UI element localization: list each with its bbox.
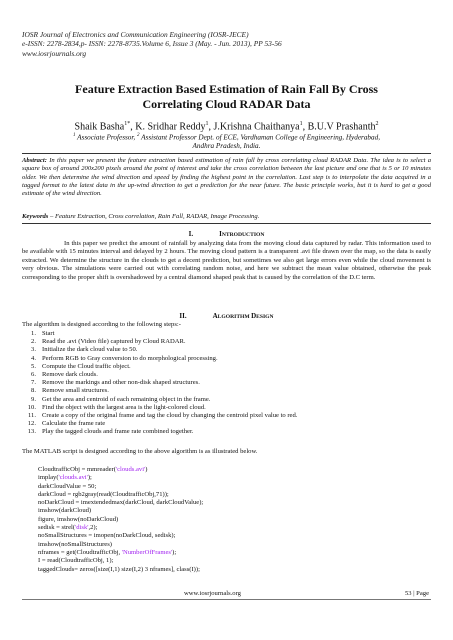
step-number: 5. xyxy=(31,362,36,370)
step-text: Remove dark clouds. xyxy=(42,371,98,379)
code-line xyxy=(38,557,203,565)
code-text: nframes = get(CloudtrafficObj, xyxy=(38,548,122,556)
section-title-rest: LGORITHM xyxy=(217,314,252,320)
author-name: J.Krishna Chaithanya xyxy=(213,121,300,133)
author-affiliation-mark: 2 xyxy=(375,121,379,127)
step-number: 13. xyxy=(27,428,36,436)
affiliation-line-1 xyxy=(40,131,413,142)
code-text: ,2); xyxy=(88,524,98,532)
code-line xyxy=(38,524,203,532)
list-item xyxy=(22,346,297,354)
code-line xyxy=(38,491,203,499)
code-string: 'clouds.avi' xyxy=(58,474,88,482)
code-line xyxy=(38,466,203,474)
step-number: 2. xyxy=(31,338,36,346)
step-text: Perform RGB to Gray conversion to do morphological processing. xyxy=(42,354,218,362)
footer-rule xyxy=(22,599,431,600)
paper-title xyxy=(40,82,413,111)
step-text: Create a copy of the original frame and tag the cloud by changing the centroid pixel value to red. xyxy=(42,412,298,420)
code-line xyxy=(38,516,203,524)
step-number: 8. xyxy=(31,387,36,395)
code-text: noDarkCloud = imextendedmax(darkCloud, darkCloudValue); xyxy=(38,499,204,507)
list-item xyxy=(22,363,297,371)
section-number: II. xyxy=(179,312,187,320)
step-number: 9. xyxy=(31,395,36,403)
paper-title-line-1: Feature Extraction Based Estimation of Rain Fall By Cross xyxy=(75,82,378,96)
journal-header xyxy=(22,30,282,58)
code-string: 'disk' xyxy=(75,524,89,532)
step-number: 4. xyxy=(31,354,36,362)
section-heading-introduction xyxy=(0,230,453,238)
code-line xyxy=(38,507,203,515)
paper-title-line-2: Correlating Cloud RADAR Data xyxy=(142,96,311,111)
code-string: 'clouds.avi' xyxy=(115,466,146,473)
list-item xyxy=(22,420,297,428)
abstract-text: In this paper we present the feature extraction based estimation of rain fall by cross correlating cloud RADAR Data. The idea is to select a square box of around 200x200 pixels around the point of interest and take the cross correlation between the last picture and one that is 5 or 10 minutes older. We then determine the wind direction and speed by finding the highest point in the correlation. Last step is to interpolate the data acquired in a tagged format to the latest data in the up-wind direction to get a prediction for the near future. The basic principle works, but it is hard to get a good estimate of the wind direction. xyxy=(22,157,431,198)
abstract-label: Abstract: xyxy=(22,157,47,164)
footer-website-link[interactable]: www.iosrjournals.org xyxy=(184,590,241,597)
list-item xyxy=(22,371,297,379)
affiliation-mark: 2 xyxy=(137,133,140,138)
keywords-label: Keywords xyxy=(22,213,49,220)
code-text: I = read(CloudtrafficObj, 1); xyxy=(38,557,114,565)
code-text: ) xyxy=(145,466,148,473)
keywords-text: – Feature Extraction, Cross correlation, Rain Fall, RADAR, Image Processing. xyxy=(48,213,260,220)
abstract-top-rule xyxy=(22,153,431,154)
code-text: implay( xyxy=(38,474,59,482)
section-number: I. xyxy=(188,230,194,238)
algorithm-intro: The algorithm is designed according to the following steps:- xyxy=(22,321,181,328)
list-item xyxy=(22,396,297,404)
author-separator: , xyxy=(302,121,308,133)
section-title-initial: D xyxy=(251,312,257,320)
code-text: noSmallStructures = imopen(noDarkCloud, sedisk); xyxy=(38,532,176,540)
step-text: Play the tagged clouds and frame rate combined together. xyxy=(42,428,194,436)
step-number: 11. xyxy=(28,412,36,420)
journal-website: www.iosrjournals.org xyxy=(22,48,87,58)
affiliation-text: Associate Professor, xyxy=(75,133,137,142)
author-name: K. Sridhar Reddy xyxy=(135,121,206,133)
list-item xyxy=(22,379,297,387)
code-line xyxy=(38,541,203,549)
code-text: imshow(darkCloud) xyxy=(38,507,92,515)
list-item xyxy=(22,387,297,395)
code-line xyxy=(38,483,203,491)
journal-issn: e-ISSN: 2278-2834,p- ISSN: 2278-8735.Volume 6, Issue 3 (May. - Jun. 2013), PP 53-56 xyxy=(22,39,282,49)
author-affiliations xyxy=(40,131,413,151)
step-text: Find the object with the largest area is the light-colored cloud. xyxy=(42,403,206,411)
list-item xyxy=(22,404,297,412)
code-line xyxy=(38,499,203,507)
section-title-rest: NTRODUCTION xyxy=(221,232,265,238)
list-item xyxy=(22,338,297,346)
author-affiliation-mark: 1 xyxy=(299,121,303,127)
footer-page-number: 53 | Page xyxy=(404,590,429,597)
list-item xyxy=(22,355,297,363)
author-separator: , xyxy=(130,121,136,133)
step-text: Remove the markings and other non-disk shaped structures. xyxy=(42,379,200,387)
abstract-bottom-rule xyxy=(22,223,431,224)
code-text: taggedClouds= zeros([size(I,1) size(I,2) 3 nframes], class(I)); xyxy=(38,565,200,573)
journal-name: IOSR Journal of Electronics and Communication Engineering (IOSR-JECE) xyxy=(22,30,249,39)
author-name: B.U.V Prashanth xyxy=(307,121,376,133)
code-string: 'NumberOfFrames' xyxy=(121,548,173,556)
step-text: Remove small structures. xyxy=(42,387,109,395)
code-text: sedisk = strel( xyxy=(38,524,76,532)
affiliation-mark: 1 xyxy=(73,133,76,138)
step-text: Compute the Cloud traffic object. xyxy=(42,362,131,370)
code-line xyxy=(38,532,203,540)
code-text: ); xyxy=(172,548,177,556)
matlab-code-block xyxy=(38,466,203,574)
matlab-intro: The MATLAB script is designed according to the above algorithm is as illustrated below. xyxy=(22,448,258,455)
keywords-block xyxy=(22,213,431,221)
author-name: Shaik Basha xyxy=(74,121,125,133)
section-heading-algorithm-design xyxy=(0,312,453,320)
step-number: 10. xyxy=(27,403,36,411)
step-text: Calculate the frame rate xyxy=(42,420,106,428)
code-line xyxy=(38,566,203,574)
step-number: 1. xyxy=(31,330,36,337)
code-text: figure, imshow(noDarkCloud) xyxy=(38,515,119,523)
algorithm-steps xyxy=(22,330,297,437)
code-text: imshow(noSmallStructures) xyxy=(38,540,112,548)
step-text: Initialize the dark cloud value to 50. xyxy=(42,346,138,354)
step-number: 12. xyxy=(27,420,36,428)
list-item xyxy=(22,330,297,338)
code-line xyxy=(38,549,203,557)
list-item xyxy=(22,428,297,436)
step-text: Get the area and centroid of each remaining object in the frame. xyxy=(42,395,211,403)
code-text: CloudtrafficObj = mmreader( xyxy=(38,466,116,473)
author-separator: , xyxy=(208,121,214,133)
code-line xyxy=(38,474,203,482)
step-number: 3. xyxy=(31,346,36,354)
list-item xyxy=(22,412,297,420)
introduction-paragraph: In this paper we predict the amount of rainfall by analyzing data from the moving cloud data captured by radar. This information used to be available with 15 minutes interval and delayed by 2 hours. The moving cloud pattern is a transparent .avi file drawn over the map, so the data is easily extracted. We determine the structure in the clouds to get a decent prediction, but sometimes we also get large errors even while the cloud movement is very obvious. The simulations were carried out with correlating random noise, and here we subtract the mean value obtained, otherwise the peak corresponding to the proper shift is overshadowed by a central diamond shaped peak that is caused by the correlation of the D.C term. xyxy=(22,240,431,281)
section-title-initial: A xyxy=(212,312,218,320)
section-title-initial: I xyxy=(219,230,222,238)
affiliation-text: Assistant Professor Dept. of ECE, Vardhaman College of Engineering, Hyderabad, xyxy=(139,133,380,142)
affiliation-line-2: Andhra Pradesh, India. xyxy=(192,142,261,151)
code-text: darkCloudValue = 50; xyxy=(38,482,97,490)
section-title-rest: ESIGN xyxy=(256,314,274,320)
code-text: ); xyxy=(87,474,92,482)
code-text: darkCloud = rgb2gray(read(CloudtrafficObj,71)); xyxy=(38,490,169,498)
author-affiliation-mark: 1* xyxy=(124,121,131,127)
step-text: Start xyxy=(42,330,55,337)
step-number: 7. xyxy=(31,379,36,387)
author-affiliation-mark: 1 xyxy=(205,121,209,127)
abstract-block xyxy=(22,157,431,198)
step-text: Read the .avi (Video file) captured by Cloud RADAR. xyxy=(42,338,186,346)
step-number: 6. xyxy=(31,371,36,379)
